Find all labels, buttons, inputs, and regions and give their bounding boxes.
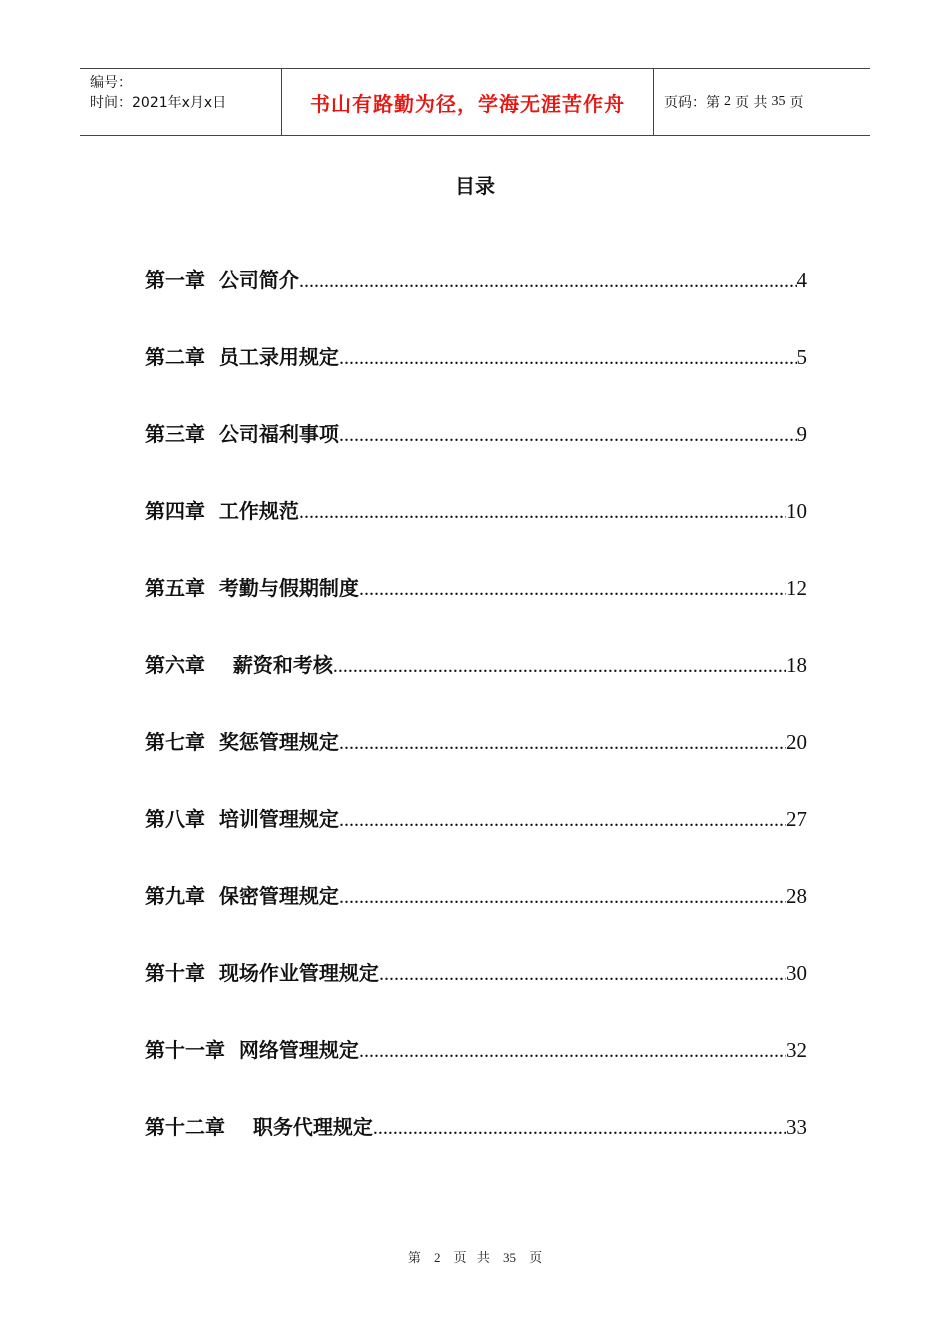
toc-entry[interactable] — [145, 572, 807, 649]
page-mid: 页 共 — [735, 95, 768, 111]
toc-entry-label: 第四章 工作规范 — [145, 499, 299, 523]
page-footer — [0, 1247, 950, 1266]
toc-entry-label: 第九章 保密管理规定 — [145, 884, 339, 908]
toc-entry[interactable] — [145, 495, 807, 572]
toc-entry-page: 30 — [786, 961, 807, 985]
toc-entry[interactable] — [145, 726, 807, 803]
header-motto-cell — [282, 69, 654, 135]
toc-leader-dots — [339, 809, 786, 832]
toc-entry[interactable] — [145, 880, 807, 957]
page-total: 35 — [771, 94, 786, 109]
toc-entry-label: 第七章 奖惩管理规定 — [145, 730, 339, 754]
page-current: 2 — [724, 94, 731, 109]
toc-entry-page: 9 — [796, 422, 807, 446]
toc-leader-dots — [373, 1117, 786, 1140]
footer-word-ye-end: 页 — [529, 1251, 543, 1266]
toc-entry-label: 第三章 公司福利事项 — [145, 422, 339, 446]
toc-leader-dots — [339, 886, 786, 909]
toc-entry-label: 第五章 考勤与假期制度 — [145, 576, 359, 600]
footer-word-di: 第 — [407, 1251, 421, 1266]
footer-current-page: 2 — [434, 1250, 441, 1265]
toc-leader-dots — [359, 578, 786, 601]
toc-entry[interactable] — [145, 1111, 807, 1188]
page-suffix: 页 — [789, 95, 804, 111]
footer-word-gong: 共 — [476, 1251, 490, 1266]
toc-entry-page: 32 — [786, 1038, 807, 1062]
toc-leader-dots — [339, 347, 797, 370]
toc-entry-page: 4 — [796, 268, 807, 292]
toc-entry-label: 第六章 薪资和考核 — [145, 653, 333, 677]
toc-entry-label: 第一章 公司简介 — [145, 268, 299, 292]
header-page-info — [654, 69, 870, 135]
toc-entry[interactable] — [145, 418, 807, 495]
toc-entry-page: 12 — [786, 576, 807, 600]
toc-entry[interactable] — [145, 957, 807, 1034]
toc-entry[interactable] — [145, 649, 807, 726]
toc-title: 目录 — [455, 174, 495, 198]
page-header — [80, 68, 870, 136]
toc-leader-dots — [359, 1040, 786, 1063]
toc-entry[interactable] — [145, 1034, 807, 1111]
toc-leader-dots — [299, 270, 797, 293]
toc-entry-page: 28 — [786, 884, 807, 908]
table-of-contents — [145, 264, 807, 1188]
footer-total-pages: 35 — [502, 1250, 516, 1265]
toc-entry[interactable] — [145, 803, 807, 880]
toc-entry-label: 第十二章 职务代理规定 — [145, 1115, 373, 1139]
footer-word-ye: 页 — [453, 1251, 467, 1266]
toc-entry-page: 10 — [786, 499, 807, 523]
toc-entry-page: 20 — [786, 730, 807, 754]
toc-leader-dots — [333, 655, 786, 678]
toc-entry[interactable] — [145, 341, 807, 418]
toc-leader-dots — [379, 963, 786, 986]
toc-entry-label: 第十一章 网络管理规定 — [145, 1038, 359, 1062]
document-time: 时间：2021年x月x日 — [90, 95, 227, 111]
toc-entry-page: 18 — [786, 653, 807, 677]
toc-entry-page: 33 — [786, 1115, 807, 1139]
toc-entry-label: 第二章 员工录用规定 — [145, 345, 339, 369]
toc-entry-page: 5 — [796, 345, 807, 369]
toc-entry-label: 第十章 现场作业管理规定 — [145, 961, 379, 985]
toc-leader-dots — [299, 501, 786, 524]
toc-leader-dots — [339, 424, 797, 447]
toc-entry[interactable] — [145, 264, 807, 341]
page-prefix: 页码：第 — [664, 95, 720, 111]
header-meta — [80, 69, 282, 135]
toc-entry-page: 27 — [786, 807, 807, 831]
toc-entry-label: 第八章 培训管理规定 — [145, 807, 339, 831]
toc-leader-dots — [339, 732, 786, 755]
header-motto: 书山有路勤为径，学海无涯苦作舟 — [310, 91, 625, 116]
document-number-label: 编号： — [90, 75, 132, 91]
